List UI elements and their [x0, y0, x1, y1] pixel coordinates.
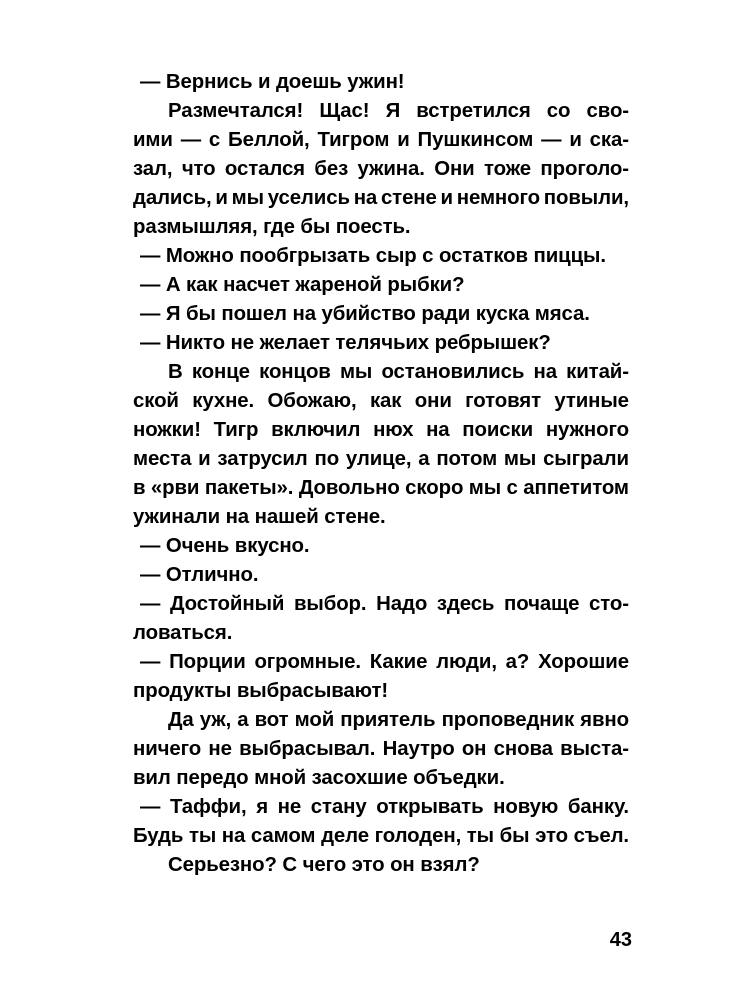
word: Довольно — [298, 477, 400, 499]
word: не — [208, 738, 232, 760]
word: и — [569, 129, 582, 151]
word: дались, — [133, 187, 212, 209]
word: Беллой, — [228, 129, 310, 151]
word: бы — [499, 825, 530, 847]
text-line — [133, 155, 629, 184]
word: уселись — [267, 187, 350, 209]
word: вил передо мной засохшие объедки. — [133, 767, 505, 789]
text-line — [133, 126, 629, 155]
word: встретился — [416, 100, 531, 122]
text-line — [133, 590, 629, 619]
word: ловаться. — [133, 622, 233, 644]
word: Достойный — [169, 593, 285, 615]
word: ской — [133, 390, 179, 412]
word: он — [461, 738, 487, 760]
word: Они — [434, 158, 475, 180]
text-line — [133, 561, 629, 590]
word: — — [140, 593, 161, 615]
word: люди, — [436, 651, 497, 673]
word: самом — [250, 825, 316, 847]
word: немного — [456, 187, 540, 209]
word: а — [418, 448, 430, 470]
word: со — [546, 100, 571, 122]
word: — А как насчет жареной рыбки? — [140, 274, 465, 296]
text-line — [133, 387, 629, 416]
word: сво- — [586, 100, 629, 122]
word: мы — [339, 361, 373, 383]
word: — — [140, 651, 161, 673]
word: утиные — [554, 390, 629, 412]
word: остановились — [381, 361, 525, 383]
word: огромные. — [254, 651, 361, 673]
word: уж, — [199, 709, 232, 731]
word: и — [215, 187, 228, 209]
word: мы — [503, 448, 537, 470]
page-body-text — [133, 68, 629, 880]
word: Тигром — [317, 129, 390, 151]
word: что — [181, 158, 216, 180]
text-line — [133, 97, 629, 126]
text-line — [133, 619, 629, 648]
word: Какие — [369, 651, 428, 673]
text-line — [133, 532, 629, 561]
page-number: 43 — [609, 929, 632, 951]
text-line — [133, 793, 629, 822]
word: Тигр — [213, 419, 259, 441]
word: и — [440, 187, 453, 209]
word: Хорошие — [538, 651, 629, 673]
word: стану — [310, 796, 367, 818]
word: ска- — [589, 129, 629, 151]
word: мой — [294, 709, 335, 731]
word: Размечтался! — [168, 100, 304, 122]
word: с — [208, 129, 221, 151]
word: Порции — [169, 651, 246, 673]
text-line — [133, 416, 629, 445]
word: — — [541, 129, 562, 151]
word: приятель — [340, 709, 436, 731]
word: — Отлично. — [140, 564, 259, 586]
text-line — [133, 445, 629, 474]
word: съел. — [573, 825, 629, 847]
word: ужинали на нашей стене. — [133, 506, 386, 528]
word: ты — [188, 825, 217, 847]
word: Я — [385, 100, 401, 122]
word: тоже — [484, 158, 532, 180]
word: Щас! — [319, 100, 370, 122]
word: Надо — [376, 593, 428, 615]
text-line — [133, 474, 629, 503]
word: здесь — [436, 593, 495, 615]
word: Таффи, — [169, 796, 247, 818]
word: потом — [436, 448, 498, 470]
word: аппетитом — [523, 477, 629, 499]
text-line — [133, 329, 629, 358]
word: с — [506, 477, 518, 499]
word: концов — [259, 361, 331, 383]
word: Наутро — [382, 738, 455, 760]
word: сто- — [589, 593, 629, 615]
word: продукты выбрасывают! — [133, 680, 389, 702]
word: мы — [468, 477, 502, 499]
word: Пушкинсом — [417, 129, 534, 151]
word: улице, — [345, 448, 412, 470]
word: это — [535, 825, 568, 847]
word: на — [221, 825, 246, 847]
word: конце — [191, 361, 250, 383]
text-line — [133, 851, 629, 880]
word: голоден, — [374, 825, 462, 847]
word: ножки! — [133, 419, 201, 441]
word: выбрасывал. — [239, 738, 376, 760]
word: — — [140, 796, 161, 818]
word: — Я бы пошел на убийство ради куска мяса. — [140, 303, 590, 325]
word: открывать — [376, 796, 484, 818]
word: нюх — [373, 419, 414, 441]
word: выста- — [560, 738, 629, 760]
word: деле — [321, 825, 369, 847]
word: ужина. — [357, 158, 425, 180]
word: без — [314, 158, 349, 180]
word: пакеты». — [204, 477, 294, 499]
word: — — [180, 129, 202, 151]
text-line — [133, 822, 629, 851]
word: и — [397, 129, 410, 151]
word: китай- — [566, 361, 629, 383]
word: и — [198, 448, 211, 470]
text-line — [133, 213, 629, 242]
word: сыграли — [543, 448, 629, 470]
word: на — [426, 419, 450, 441]
word: кухне. — [192, 390, 255, 412]
word: а — [237, 709, 249, 731]
word: как — [369, 390, 402, 412]
text-line — [133, 648, 629, 677]
word: почаще — [504, 593, 580, 615]
word: по — [314, 448, 340, 470]
text-line — [133, 271, 629, 300]
word: затрусил — [217, 448, 308, 470]
word: В — [168, 361, 183, 383]
text-line — [133, 677, 629, 706]
text-line — [133, 300, 629, 329]
word: выбор. — [293, 593, 367, 615]
text-line — [133, 68, 629, 97]
text-line — [133, 706, 629, 735]
word: снова — [493, 738, 553, 760]
word: размышляя, где бы поесть. — [133, 216, 411, 238]
word: включил — [271, 419, 361, 441]
word: явно — [580, 709, 629, 731]
word: ничего — [133, 738, 202, 760]
word: банку. — [567, 796, 629, 818]
word: повыли, — [543, 187, 629, 209]
word: на — [533, 361, 557, 383]
word: нужного — [545, 419, 629, 441]
word: вот — [254, 709, 289, 731]
word: проголо- — [540, 158, 629, 180]
word: стене — [380, 187, 437, 209]
word: Обожаю, — [267, 390, 357, 412]
word: они — [414, 390, 452, 412]
word: Серьезно? С чего это он взял? — [168, 854, 480, 876]
word: поиски — [462, 419, 534, 441]
word: не — [277, 796, 302, 818]
word: ты — [466, 825, 494, 847]
word: Да — [168, 709, 194, 731]
word: остался — [224, 158, 305, 180]
word: «рви — [150, 477, 200, 499]
word: — Никто не желает телячьих ребрышек? — [140, 332, 551, 354]
text-line — [133, 503, 629, 532]
word: места — [133, 448, 192, 470]
word: Будь — [133, 825, 184, 847]
word: новую — [493, 796, 559, 818]
text-line — [133, 735, 629, 764]
word: а? — [505, 651, 530, 673]
text-line — [133, 184, 629, 213]
word: ими — [133, 129, 173, 151]
word: зал, — [133, 158, 173, 180]
word: — Очень вкусно. — [140, 535, 310, 557]
word: — Можно пообгрызать сыр с остатков пиццы. — [140, 245, 606, 267]
text-line — [133, 358, 629, 387]
word: мы — [231, 187, 264, 209]
text-line — [133, 764, 629, 793]
word: скоро — [405, 477, 464, 499]
word: проповедник — [441, 709, 575, 731]
word: готовят — [465, 390, 541, 412]
word: я — [256, 796, 268, 818]
text-line — [133, 242, 629, 271]
word: на — [353, 187, 378, 209]
word: — Вернись и доешь ужин! — [140, 71, 405, 93]
word: в — [133, 477, 146, 499]
